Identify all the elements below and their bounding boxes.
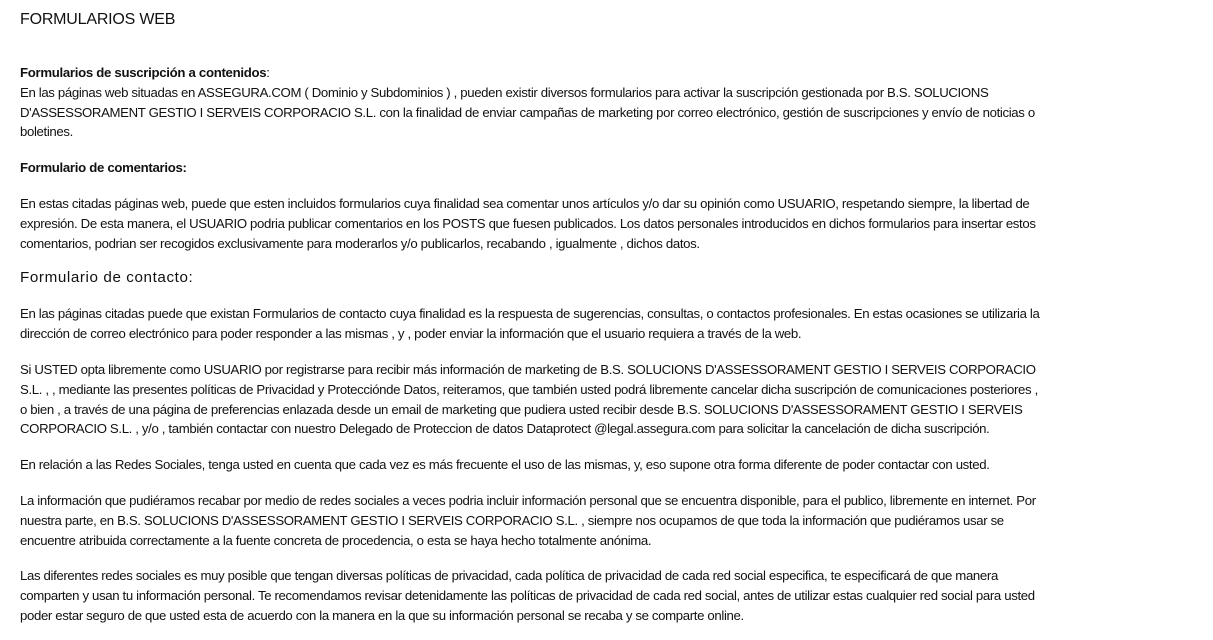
contacto-p4-line: encuentre atribuida correctamente a la fuente concreta de procedencia, o esta se haya hecho totalmente anónima. <box>20 532 652 548</box>
contacto-paragraph-1 <box>20 304 1181 344</box>
comentarios-line: comentarios, podrian ser recogidos exclusivamente para moderarlos y/o publicarlos, recabando , igualmente , dichos datos. <box>20 235 700 251</box>
contacto-p2-line: o bien , a través de una página de preferencias enlazada desde un email de marketing que pudiera usted recibir desde B.S. SOLUCIONS D'ASSESSORAMENT GESTIO I SERVEIS <box>20 401 1023 417</box>
contacto-p2-line: S.L. , , mediante las presentes políticas de Privacidad y Protecciónde Datos, reiteramos, que también usted podrá libremente cancelar dicha suscripción de comunicaciones posteriores , <box>20 381 1038 397</box>
contacto-paragraph-2 <box>20 360 1181 439</box>
contacto-paragraph-4 <box>20 491 1181 550</box>
contacto-p2-line: Si USTED opta libremente como USUARIO por registrarse para recibir más información de marketing de B.S. SOLUCIONS D'ASSESSORAMENT GESTIO I SERVEIS CORPORACIO <box>20 361 1036 377</box>
contacto-p5-line: poder estar seguro de que usted esta de acuerdo con la manera en la que su información personal se recaba y se comparte online. <box>20 607 744 623</box>
comentarios-heading: Formulario de comentarios: <box>20 160 187 176</box>
suscripcion-line: D'ASSESSORAMENT GESTIO I SERVEIS CORPORACIO S.L. con la finalidad de enviar campañas de marketing por correo electrónico, gestión de suscripciones y envío de noticias o <box>20 104 1035 120</box>
contacto-p2-line: CORPORACIO S.L. , y/o , también contactar con nuestro Delegado de Proteccion de datos Dataprotect @legal.assegura.com para solicitar la cancelación de dicha suscripción. <box>20 421 990 437</box>
suscripcion-line: boletines. <box>20 124 73 140</box>
suscripcion-heading-colon: : <box>266 65 270 80</box>
suscripcion-heading-line <box>20 63 1181 83</box>
section-suscripcion <box>20 63 1181 142</box>
contacto-heading: Formulario de contacto: <box>20 269 194 287</box>
comentarios-line: En estas citadas páginas web, puede que esten incluidos formularios cuya finalidad sea comentar unos artículos y/o dar su opinión como USUARIO, respetando siempre, la libertad de <box>20 195 1030 211</box>
suscripcion-line: En las páginas web situadas en ASSEGURA.COM ( Dominio y Subdominios ) , pueden existir diversos formularios para activar la suscripción gestionada por B.S. SOLUCIONS <box>20 84 989 100</box>
contacto-paragraph-5 <box>20 566 1181 625</box>
contacto-p5-line: comparten y usan tu información personal. Te recomendamos revisar detenidamente las políticas de privacidad de cada red social, antes de utilizar estas cualquier red social para usted <box>20 588 1035 604</box>
contacto-p5-line: Las diferentes redes sociales es muy posible que tengan diversas políticas de privacidad, cada política de privacidad de cada red social especifica, te especificará de que manera <box>20 568 998 584</box>
comentarios-line: expresión. De esta manera, el USUARIO podria publicar comentarios en los POSTS que fuesen publicados. Los datos personales introducidos en dichos formularios para insertar estos <box>20 215 1036 231</box>
suscripcion-heading: Formularios de suscripción a contenidos <box>20 65 267 80</box>
page-title: FORMULARIOS WEB <box>20 11 176 28</box>
section-comentarios <box>20 194 1181 253</box>
contacto-p1-line: En las páginas citadas puede que existan Formularios de contacto cuya finalidad es la respuesta de sugerencias, consultas, o contactos profesionales. En estas ocasiones se utilizaria la <box>20 306 1040 322</box>
contacto-p3-line: En relación a las Redes Sociales, tenga usted en cuenta que cada vez es más frecuente el uso de las mismas, y, eso supone otra forma diferente de poder contactar con usted. <box>20 457 990 473</box>
contacto-paragraph-3 <box>20 455 1181 475</box>
contacto-p4-line: nuestra parte, en B.S. SOLUCIONS D'ASSESSORAMENT GESTIO I SERVEIS CORPORACIO S.L. , siempre nos ocupamos de que toda la información que pudiéramos usar se <box>20 512 1004 528</box>
contacto-p4-line: La información que pudiéramos recabar por medio de redes sociales a veces podria incluir información personal que se encuentra disponible, para el publico, libremente en internet. Por <box>20 492 1036 508</box>
contacto-p1-line: dirección de correo electrónico para poder responder a las mismas , y , poder enviar la información que el usuario requiera a través de la web. <box>20 326 802 342</box>
